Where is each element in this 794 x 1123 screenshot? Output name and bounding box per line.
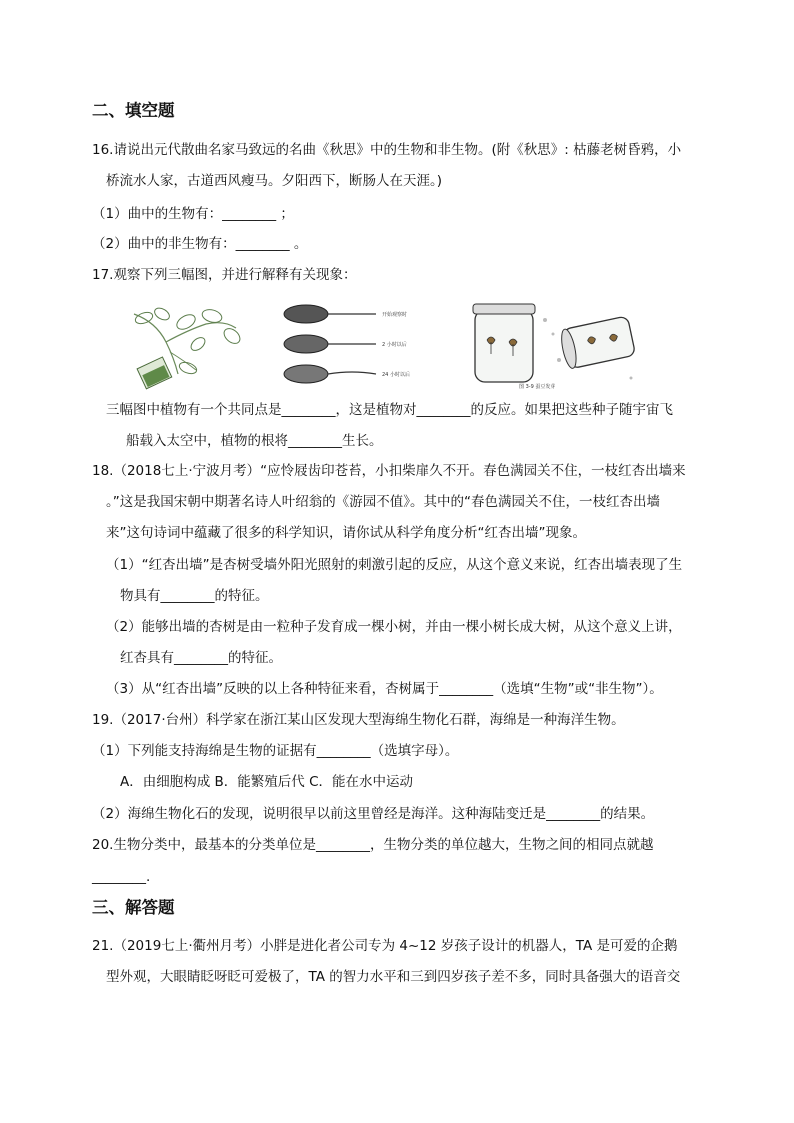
question-16-part-2: （2）曲中的非生物有：________ 。 — [92, 236, 308, 252]
question-18-part-3: （3）从“红杏出墙”反映的以上各种特征来看，杏树属于________（选填“生物”或“非生物”）。 — [106, 681, 663, 697]
bean-jar-figure — [471, 300, 646, 392]
question-16-part-1: （1）曲中的生物有：________ ； — [92, 206, 294, 222]
question-18-text-cont-2: 来”这句诗词中蕴藏了很多的科学知识，请你试从科学角度分析“红杏出墙”现象。 — [106, 525, 586, 541]
seed-caption-3: 24 小时以后 — [382, 372, 410, 378]
question-16-text: 16.请说出元代散曲名家马致远的名曲《秋思》中的生物和非生物。(附《秋思》: 枯藤老树昏鸦，小 — [92, 142, 682, 158]
question-17-figures — [126, 300, 646, 392]
question-20-text-cont: ________. — [92, 869, 151, 885]
seed-caption-2: 2 小时以后 — [382, 342, 407, 348]
question-21-text: 21.（2019七上·衢州月考）小胖是进化者公司专为 4~12 岁孩子设计的机器人，TA 是可爱的企鹅 — [92, 938, 678, 954]
jar-caption: 图 3-9 蚕豆发芽 — [519, 384, 556, 390]
question-18-text-cont-1: 。”这是我国宋朝中期著名诗人叶绍翁的《游园不值》。其中的“春色满园关不住，一枝红杏出墙 — [106, 494, 660, 510]
question-19-part-2: （2）海绵生物化石的发现，说明很早以前这里曾经是海洋。这种海陆变迁是________的结果。 — [92, 806, 655, 822]
section-heading-answer: 三、解答题 — [92, 898, 175, 917]
question-17-text: 17.观察下列三幅图，并进行解释有关现象： — [92, 267, 357, 283]
section-heading-fill-blank: 二、填空题 — [92, 101, 175, 120]
question-18-text: 18.（2018七上·宁波月考）“应怜屐齿印苍苔，小扣柴扉久不开。春色满园关不住，一枝红杏出墙来 — [92, 463, 686, 479]
question-19-part-1: （1）下列能支持海绵是生物的证据有________（选填字母）。 — [92, 743, 459, 759]
question-16-text-cont: 桥流水人家，古道西风瘦马。夕阳西下，断肠人在天涯。) — [106, 173, 443, 189]
question-18-part-2-cont: 红杏具有________的特征。 — [120, 650, 282, 666]
question-18-part-1-cont: 物具有________的特征。 — [120, 588, 269, 604]
seed-germination-figure — [276, 300, 456, 392]
question-18-part-2: （2）能够出墙的杏树是由一粒种子发育成一棵小树，并由一棵小树长成大树，从这个意义上讲， — [106, 619, 682, 635]
plant-tilted-pot-figure — [126, 300, 246, 392]
question-17-blank-line: 三幅图中植物有一个共同点是________，这是植物对________的反应。如果把这些种子随宇宙飞 — [106, 402, 673, 418]
question-18-part-1: （1）“红杏出墙”是杏树受墙外阳光照射的刺激引起的反应，从这个意义来说，红杏出墙表现了生 — [106, 557, 683, 573]
question-19-options: A．由细胞构成 B．能繁殖后代 C．能在水中运动 — [120, 774, 414, 790]
question-21-text-cont: 型外观，大眼睛眨呀眨可爱极了，TA 的智力水平和三到四岁孩子差不多，同时具备强大的语音交 — [106, 969, 681, 985]
question-20-text: 20.生物分类中，最基本的分类单位是________，生物分类的单位越大，生物之间的相同点就越 — [92, 837, 654, 853]
question-19-text: 19.（2017·台州）科学家在浙江某山区发现大型海绵生物化石群，海绵是一种海洋生物。 — [92, 712, 625, 728]
question-17-blank-line-cont: 船载入太空中，植物的根将________生长。 — [126, 433, 383, 449]
seed-caption-1: 开始观察时 — [382, 312, 408, 318]
